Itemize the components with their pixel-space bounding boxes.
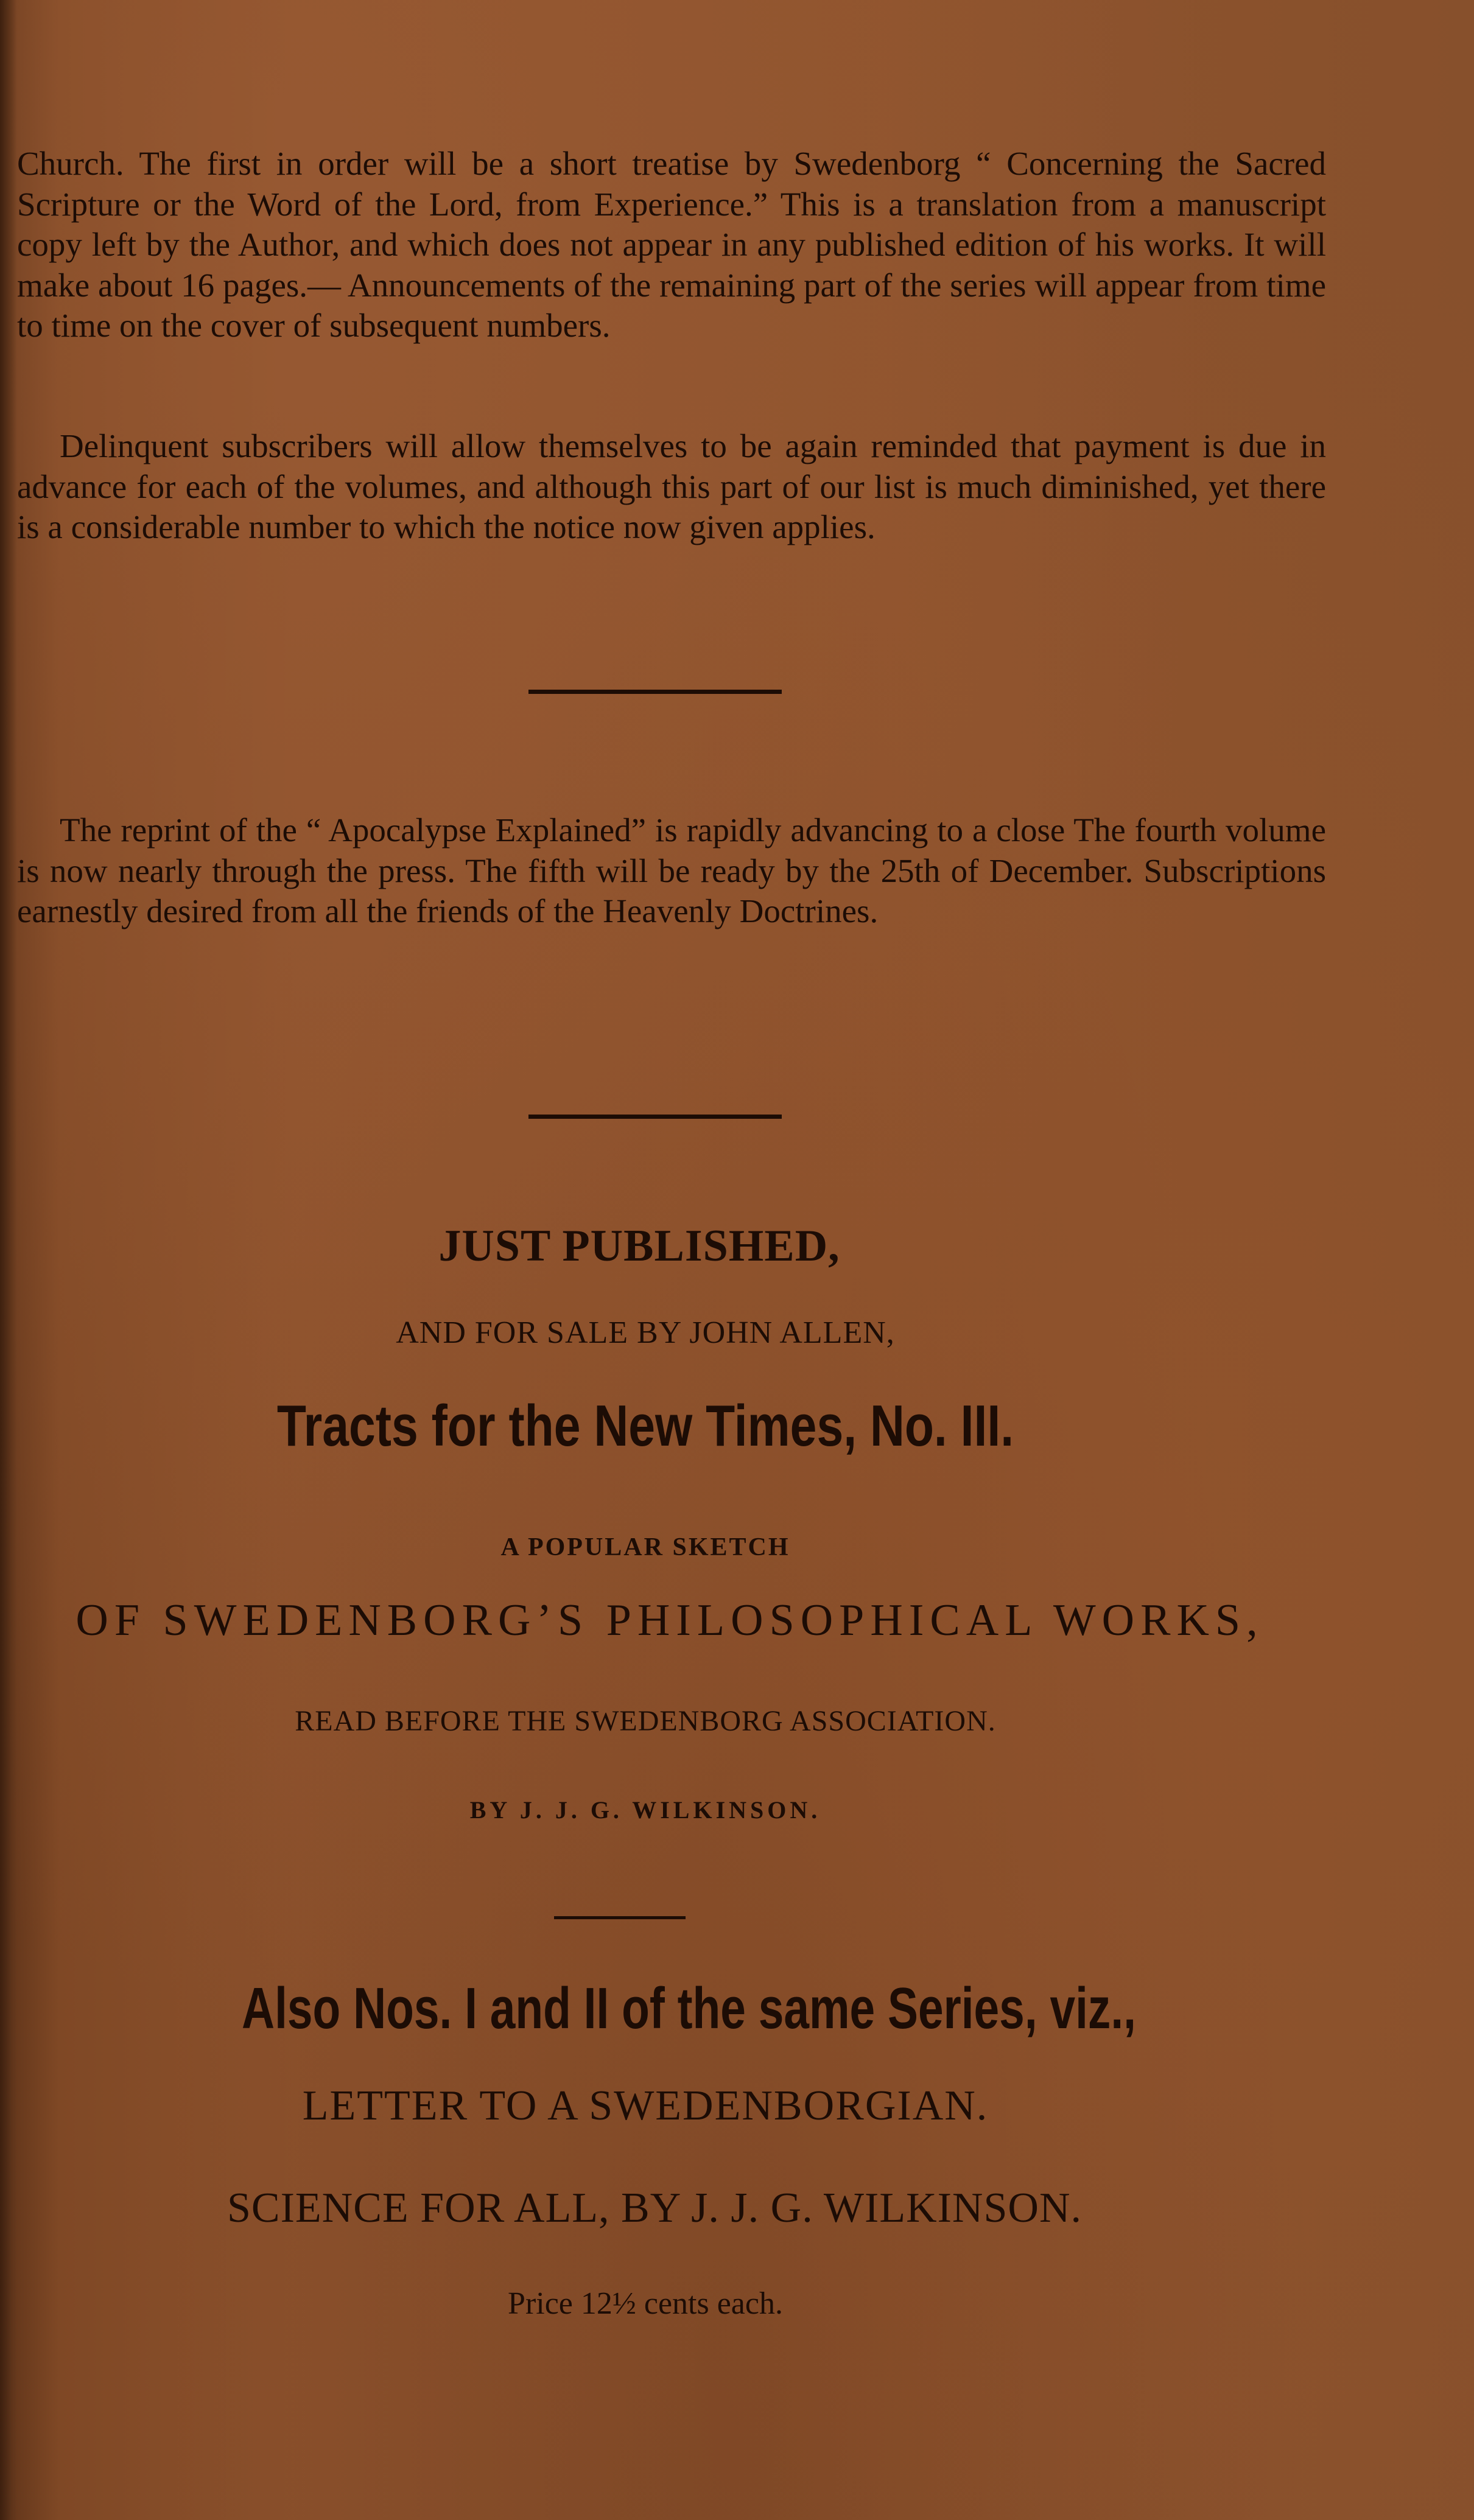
ad-tract-title: Tracts for the New Times, No. III. xyxy=(276,1393,1014,1458)
notice-text: Church. The first in order will be a short treatise by Swedenborg “ Concerning the Sacred Scripture or the Word of the Lord, from Experience.” This is a translation from a manuscript copy left by the Author, and which does not appear in any published edition of his works. It will make about 16 pages.— Announcements of the remaining part of the series will appear from time to time on the cover of subsequent numbers. xyxy=(17,145,1326,344)
notice-text: Delinquent subscribers will allow themselves to be again reminded that payment is due in advance for each of the volumes, and although this part of our list is much diminished, yet there is a considerable number to which the notice now given applies. xyxy=(17,427,1326,545)
page-binding-edge xyxy=(0,0,17,2520)
notice-paragraph-reprint xyxy=(17,810,1326,932)
ad-author: BY J. J. G. WILKINSON. xyxy=(469,1796,821,1824)
ad-seller: AND FOR SALE BY JOHN ALLEN, xyxy=(396,1315,895,1350)
ad-subtitle-works: OF SWEDENBORG’S PHILOSOPHICAL WORKS, xyxy=(75,1595,1264,1645)
ad-subtitle-association: READ BEFORE THE SWEDENBORG ASSOCIATION. xyxy=(295,1705,996,1737)
ad-price: Price 12½ cents each. xyxy=(508,2286,783,2321)
section-divider xyxy=(554,1916,686,1919)
section-divider xyxy=(528,1115,782,1119)
ad-heading: JUST PUBLISHED, xyxy=(438,1221,840,1271)
ad-item-science: SCIENCE FOR ALL, BY J. J. G. WILKINSON. xyxy=(226,2185,1083,2231)
notice-text: The reprint of the “ Apocalypse Explained” is rapidly advancing to a close The fourth volume is now nearly through the press. The fifth will be ready by the 25th of December. Subscriptions earnestly desired from all the friends of the Heavenly Doctrines. xyxy=(17,811,1326,929)
notice-paragraph-treatise xyxy=(17,144,1326,346)
ad-item-letter: LETTER TO A SWEDENBORGIAN. xyxy=(302,2082,989,2129)
ad-subtitle-sketch: A POPULAR SKETCH xyxy=(500,1533,790,1561)
section-divider xyxy=(528,690,782,694)
ad-also-series: Also Nos. I and II of the same Series, viz., xyxy=(242,1976,1136,2041)
notice-paragraph-subscribers xyxy=(17,426,1326,548)
